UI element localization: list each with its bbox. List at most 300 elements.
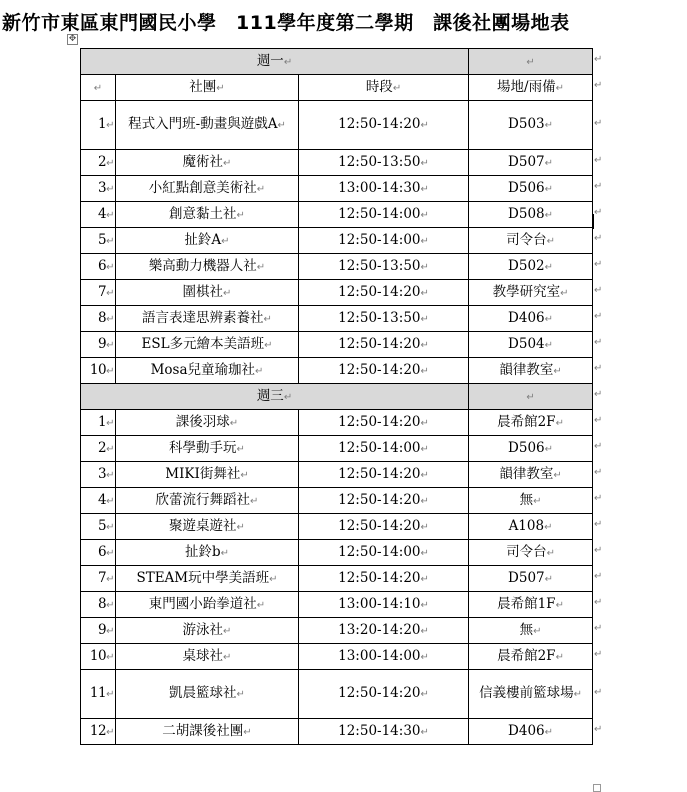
cell-end-mark-icon: ↵ (420, 495, 429, 507)
row-number-cell (81, 514, 116, 540)
club-name-cell (116, 618, 299, 644)
club-name-cell-text: STEAM玩中學美語班 (136, 569, 270, 586)
cell-end-mark-icon: ↵ (544, 183, 554, 195)
cell-end-mark-icon: ↵ (283, 56, 293, 68)
day-heading-cell-text: 週三 (256, 387, 284, 404)
row-number-cell-text: 3 (98, 179, 107, 196)
cell-end-mark-icon: ↵ (420, 547, 429, 559)
cell-end-mark-icon: ↵ (106, 183, 114, 195)
cell-end-mark-icon: ↵ (223, 157, 232, 169)
table-row (81, 488, 593, 514)
cell-end-mark-icon: ↵ (420, 689, 429, 700)
row-number-cell (81, 566, 116, 592)
table-row (81, 306, 593, 332)
day-section-row (81, 49, 593, 75)
row-number-cell-text: 4 (98, 205, 107, 222)
time-slot-cell-text: 12:50-14:20 (338, 283, 421, 300)
club-name-cell (116, 566, 299, 592)
table-row (81, 644, 593, 670)
cell-end-mark-icon: ↵ (420, 599, 429, 611)
row-number-cell-text: 12 (89, 722, 107, 739)
header-time-cell-text: 時段 (365, 78, 393, 95)
time-slot-cell-text: 12:50-14:20 (338, 491, 421, 508)
table-move-handle-icon[interactable]: ✥ (68, 34, 77, 44)
table-row (81, 332, 593, 358)
cell-end-mark-icon: ↵ (106, 120, 114, 131)
row-end-mark-icon: ↵ (594, 519, 603, 530)
venue-cell (469, 462, 593, 488)
venue-cell-text: 信義樓前籃球場 (479, 685, 574, 701)
venue-cell-text: A108 (508, 517, 545, 534)
club-name-cell (116, 101, 299, 150)
venue-cell (469, 358, 593, 384)
cell-end-mark-icon: ↵ (420, 209, 429, 221)
row-end-mark-icon: ↵ (594, 80, 603, 91)
row-number-cell (81, 358, 116, 384)
cell-end-mark-icon: ↵ (106, 689, 114, 700)
row-number-cell (81, 592, 116, 618)
row-number-cell-text: 7 (98, 569, 107, 586)
row-end-mark-icon: ↵ (594, 363, 603, 374)
time-slot-cell (299, 150, 469, 176)
time-slot-cell-text: 12:50-14:20 (338, 685, 421, 701)
cell-end-mark-icon: ↵ (106, 495, 114, 507)
club-name-cell (116, 436, 299, 462)
column-header-row (81, 75, 593, 101)
row-number-cell (81, 719, 116, 745)
cell-end-mark-icon: ↵ (544, 261, 554, 273)
row-number-cell-text: 8 (98, 595, 107, 612)
table-row (81, 566, 593, 592)
venue-cell (469, 176, 593, 202)
cell-end-mark-icon: ↵ (420, 651, 429, 663)
cell-end-mark-icon: ↵ (533, 495, 542, 507)
venue-cell (469, 488, 593, 514)
cell-end-mark-icon: ↵ (106, 625, 114, 637)
cell-end-mark-icon: ↵ (420, 235, 429, 247)
venue-cell-text: D507 (508, 569, 545, 586)
cell-end-mark-icon: ↵ (544, 726, 554, 738)
venue-cell (469, 101, 593, 150)
row-number-cell-text: 2 (98, 439, 107, 456)
venue-cell (469, 618, 593, 644)
cell-end-mark-icon: ↵ (555, 599, 564, 611)
venue-cell (469, 719, 593, 745)
club-name-cell (116, 644, 299, 670)
time-slot-cell (299, 719, 469, 745)
cell-end-mark-icon: ↵ (544, 209, 554, 221)
club-name-cell-text: 魔術社 (182, 153, 224, 170)
cell-end-mark-icon: ↵ (420, 469, 429, 481)
time-slot-cell (299, 228, 469, 254)
venue-cell (469, 436, 593, 462)
row-number-cell-text: 11 (89, 685, 107, 701)
time-slot-cell-text: 12:50-14:20 (338, 361, 421, 378)
club-venue-table (80, 48, 593, 745)
cell-end-mark-icon: ↵ (106, 287, 114, 299)
club-name-cell (116, 228, 299, 254)
venue-cell (469, 280, 593, 306)
venue-cell-text: 晨希館1F (497, 595, 556, 612)
cell-end-mark-icon: ↵ (544, 339, 554, 351)
row-number-cell-text: 9 (98, 621, 107, 638)
table-row (81, 254, 593, 280)
cell-end-mark-icon: ↵ (106, 651, 114, 663)
time-slot-cell-text: 12:50-14:00 (338, 205, 421, 222)
cell-end-mark-icon: ↵ (256, 261, 266, 273)
club-name-cell-text: Mosa兒童瑜珈社 (150, 361, 256, 378)
time-slot-cell (299, 436, 469, 462)
cell-end-mark-icon: ↵ (526, 391, 535, 403)
header-club-cell (116, 75, 299, 101)
cell-end-mark-icon: ↵ (420, 726, 429, 738)
club-name-cell (116, 410, 299, 436)
cell-end-mark-icon: ↵ (106, 261, 114, 273)
venue-cell-text: D506 (508, 439, 545, 456)
cell-end-mark-icon: ↵ (544, 120, 554, 131)
cell-end-mark-icon: ↵ (555, 417, 564, 429)
cell-end-mark-icon: ↵ (420, 157, 429, 169)
row-end-mark-icon: ↵ (594, 54, 603, 65)
time-slot-cell-text: 12:50-14:20 (338, 465, 421, 482)
row-number-cell-text: 6 (98, 543, 107, 560)
row-number-cell-text: 4 (98, 491, 107, 508)
cell-end-mark-icon: ↵ (555, 82, 564, 94)
venue-cell (469, 514, 593, 540)
time-slot-cell-text: 13:00-14:30 (338, 179, 421, 196)
table-row (81, 462, 593, 488)
cell-end-mark-icon: ↵ (106, 599, 114, 611)
club-name-cell (116, 488, 299, 514)
cell-end-mark-icon: ↵ (420, 521, 429, 533)
cell-end-mark-icon: ↵ (420, 625, 429, 637)
cell-end-mark-icon: ↵ (106, 469, 114, 481)
time-slot-cell-text: 12:50-14:00 (338, 231, 421, 248)
row-number-cell (81, 254, 116, 280)
row-number-cell-text: 10 (89, 361, 107, 378)
cell-end-mark-icon: ↵ (420, 120, 429, 131)
cell-end-mark-icon: ↵ (236, 521, 245, 533)
time-slot-cell (299, 101, 469, 150)
venue-cell (469, 150, 593, 176)
cell-end-mark-icon: ↵ (106, 365, 114, 377)
cell-end-mark-icon: ↵ (544, 443, 554, 455)
venue-cell (469, 254, 593, 280)
cell-end-mark-icon: ↵ (544, 313, 554, 325)
club-name-cell-text: 程式入門班-動畫與遊戲A (128, 116, 278, 132)
venue-cell (469, 566, 593, 592)
venue-cell-text: D503 (508, 116, 545, 132)
club-name-cell-text: 扯鈴A (184, 231, 222, 248)
cell-end-mark-icon: ↵ (106, 235, 114, 247)
day-heading-cell-text: 週一 (256, 52, 284, 69)
venue-cell (469, 306, 593, 332)
table-row (81, 670, 593, 719)
club-name-cell-text: MIKI街舞社 (165, 465, 241, 482)
club-name-cell (116, 514, 299, 540)
time-slot-cell-text: 13:20-14:20 (338, 621, 421, 638)
venue-cell-text: 韻律教室 (499, 465, 554, 482)
cell-end-mark-icon: ↵ (526, 56, 535, 68)
club-name-cell-text: 科學動手玩 (169, 439, 237, 456)
venue-cell-text: D506 (508, 179, 545, 196)
cell-end-mark-icon: ↵ (553, 365, 562, 377)
header-club-cell-text: 社團 (189, 78, 217, 95)
document-title: 新竹市東區東門國民小學 111學年度第二學期 課後社團場地表 (2, 12, 570, 34)
club-name-cell-text: 凱晨籃球社 (169, 685, 237, 701)
time-slot-cell (299, 306, 469, 332)
row-number-cell (81, 280, 116, 306)
cell-end-mark-icon: ↵ (256, 183, 266, 195)
cell-end-mark-icon: ↵ (236, 209, 245, 221)
row-number-cell-text: 1 (98, 116, 107, 132)
row-end-mark-icon: ↵ (594, 724, 603, 735)
cell-end-mark-icon: ↵ (216, 82, 225, 94)
table-row (81, 540, 593, 566)
cell-end-mark-icon: ↵ (93, 82, 103, 94)
club-name-cell (116, 150, 299, 176)
club-name-cell-text: 欣蕾流行舞蹈社 (155, 491, 251, 508)
club-name-cell (116, 540, 299, 566)
row-end-mark-icon: ↵ (594, 597, 603, 608)
table-row (81, 358, 593, 384)
cell-end-mark-icon: ↵ (546, 235, 555, 247)
venue-cell (469, 644, 593, 670)
row-number-cell-text: 5 (98, 231, 107, 248)
cell-end-mark-icon: ↵ (243, 726, 252, 738)
cell-end-mark-icon: ↵ (533, 625, 542, 637)
time-slot-cell (299, 176, 469, 202)
cell-end-mark-icon: ↵ (236, 689, 245, 700)
cell-end-mark-icon: ↵ (392, 82, 402, 94)
venue-cell (469, 410, 593, 436)
row-end-mark-icon: ↵ (594, 545, 603, 556)
club-name-cell (116, 332, 299, 358)
cell-end-mark-icon: ↵ (106, 339, 114, 351)
time-slot-cell-text: 12:50-13:50 (338, 257, 421, 274)
cell-end-mark-icon: ↵ (236, 443, 245, 455)
table-row (81, 592, 593, 618)
club-name-cell-text: 語言表達思辨素養社 (142, 309, 264, 326)
row-end-mark-icon: ↵ (594, 493, 603, 504)
club-name-cell-text: 二胡課後社團 (162, 722, 244, 739)
club-name-cell-text: 東門國小跆拳道社 (148, 595, 257, 612)
cell-end-mark-icon: ↵ (106, 726, 114, 738)
time-slot-cell (299, 410, 469, 436)
day-section-row (81, 384, 593, 410)
row-number-cell-text: 1 (98, 413, 107, 430)
time-slot-cell-text: 12:50-14:20 (338, 335, 421, 352)
club-name-cell (116, 306, 299, 332)
row-end-mark-icon: ↵ (594, 181, 603, 192)
row-number-cell-text: 10 (89, 647, 107, 664)
club-name-cell-text: 樂高動力機器人社 (148, 257, 257, 274)
row-number-cell-text: 3 (98, 465, 107, 482)
table-resize-handle[interactable] (593, 784, 601, 792)
time-slot-cell (299, 332, 469, 358)
club-name-cell-text: 小紅點創意美術社 (148, 179, 257, 196)
club-name-cell (116, 670, 299, 719)
club-name-cell (116, 280, 299, 306)
time-slot-cell (299, 488, 469, 514)
cell-end-mark-icon: ↵ (555, 651, 564, 663)
cell-end-mark-icon: ↵ (220, 547, 230, 559)
venue-cell-text: 司令台 (506, 231, 547, 248)
header-venue-cell-text: 場地/雨備 (497, 78, 556, 95)
venue-cell-text: D502 (508, 257, 545, 274)
club-name-cell (116, 719, 299, 745)
table-row (81, 719, 593, 745)
table-row (81, 410, 593, 436)
row-end-mark-icon: ↵ (594, 623, 603, 634)
time-slot-cell-text: 12:50-14:20 (338, 569, 421, 586)
time-slot-cell-text: 12:50-14:20 (338, 517, 421, 534)
venue-cell (469, 670, 593, 719)
table-row (81, 176, 593, 202)
row-number-cell (81, 176, 116, 202)
row-end-mark-icon: ↵ (594, 311, 603, 322)
venue-cell (469, 540, 593, 566)
time-slot-cell (299, 618, 469, 644)
time-slot-cell (299, 670, 469, 719)
row-end-mark-icon: ↵ (594, 686, 603, 698)
header-time-cell (299, 75, 469, 101)
cell-end-mark-icon: ↵ (420, 417, 429, 429)
cell-end-mark-icon: ↵ (223, 625, 232, 637)
club-name-cell (116, 254, 299, 280)
club-name-cell (116, 462, 299, 488)
row-number-cell-text: 2 (98, 153, 107, 170)
venue-cell-text: 無 (519, 491, 534, 508)
time-slot-cell (299, 644, 469, 670)
cell-end-mark-icon: ↵ (240, 469, 249, 481)
venue-cell-text: 教學研究室 (492, 283, 561, 300)
venue-cell-text: 晨希館2F (497, 647, 556, 664)
day-heading-blank-cell (469, 384, 593, 410)
row-number-cell (81, 462, 116, 488)
row-number-cell-text: 5 (98, 517, 107, 534)
row-end-mark-icon: ↵ (594, 259, 603, 270)
row-number-cell (81, 150, 116, 176)
row-number-cell-text: 9 (98, 335, 107, 352)
cell-end-mark-icon: ↵ (573, 689, 582, 700)
cell-end-mark-icon: ↵ (106, 573, 114, 585)
cell-end-mark-icon: ↵ (255, 365, 264, 377)
table-row (81, 436, 593, 462)
table-row (81, 618, 593, 644)
venue-cell-text: 司令台 (506, 543, 547, 560)
day-heading-cell (81, 384, 469, 410)
venue-cell-text: 韻律教室 (499, 361, 554, 378)
club-name-cell-text: 課後羽球 (175, 413, 230, 430)
cell-end-mark-icon: ↵ (544, 521, 553, 533)
venue-cell-text: 晨希館2F (497, 413, 556, 430)
row-number-cell-text: 7 (98, 283, 107, 300)
club-name-cell-text: 桌球社 (182, 647, 224, 664)
cell-end-mark-icon: ↵ (106, 157, 114, 169)
row-number-cell (81, 228, 116, 254)
venue-cell-text: D406 (508, 722, 545, 739)
cell-end-mark-icon: ↵ (250, 495, 259, 507)
header-num-cell (81, 75, 116, 101)
venue-cell-text: D508 (508, 205, 545, 222)
cell-end-mark-icon: ↵ (420, 261, 429, 273)
club-name-cell (116, 202, 299, 228)
cell-end-mark-icon: ↵ (263, 313, 272, 325)
time-slot-cell (299, 592, 469, 618)
time-slot-cell (299, 254, 469, 280)
row-number-cell-text: 8 (98, 309, 107, 326)
row-end-mark-icon: ↵ (594, 117, 603, 129)
cell-end-mark-icon: ↵ (283, 391, 293, 403)
cell-end-mark-icon: ↵ (420, 313, 429, 325)
time-slot-cell-text: 12:50-13:50 (338, 309, 421, 326)
row-number-cell (81, 488, 116, 514)
cell-end-mark-icon: ↵ (420, 287, 429, 299)
club-name-cell-text: ESL多元繪本美語班 (141, 335, 265, 352)
time-slot-cell (299, 566, 469, 592)
venue-cell-text: D507 (508, 153, 545, 170)
time-slot-cell-text: 12:50-14:00 (338, 543, 421, 560)
table-row (81, 514, 593, 540)
row-number-cell (81, 202, 116, 228)
time-slot-cell-text: 12:50-14:20 (338, 413, 421, 430)
cell-end-mark-icon: ↵ (106, 313, 114, 325)
table-row (81, 150, 593, 176)
header-venue-cell (469, 75, 593, 101)
cell-end-mark-icon: ↵ (546, 547, 555, 559)
time-slot-cell (299, 540, 469, 566)
row-end-mark-icon: ↵ (594, 441, 603, 452)
venue-cell (469, 332, 593, 358)
time-slot-cell-text: 12:50-13:50 (338, 153, 421, 170)
cell-end-mark-icon: ↵ (264, 339, 273, 351)
row-end-mark-icon: ↵ (594, 649, 603, 660)
table-row (81, 228, 593, 254)
time-slot-cell-text: 12:50-14:20 (338, 116, 421, 132)
time-slot-cell (299, 280, 469, 306)
cell-end-mark-icon: ↵ (420, 443, 429, 455)
venue-cell-text: D406 (508, 309, 545, 326)
cell-end-mark-icon: ↵ (223, 287, 232, 299)
time-slot-cell (299, 202, 469, 228)
day-heading-cell (81, 49, 469, 75)
club-name-cell-text: 游泳社 (182, 621, 224, 638)
time-slot-cell (299, 514, 469, 540)
club-name-cell-text: 圍棋社 (182, 283, 224, 300)
club-name-cell (116, 592, 299, 618)
row-number-cell (81, 644, 116, 670)
club-name-cell-text: 創意黏土社 (169, 205, 237, 222)
time-slot-cell (299, 462, 469, 488)
venue-cell-text: 無 (519, 621, 534, 638)
cell-end-mark-icon: ↵ (106, 521, 114, 533)
venue-cell (469, 228, 593, 254)
cell-end-mark-icon: ↵ (106, 443, 114, 455)
cell-end-mark-icon: ↵ (229, 417, 239, 429)
cell-end-mark-icon: ↵ (420, 339, 429, 351)
row-end-mark-icon: ↵ (594, 155, 603, 166)
table-row (81, 202, 593, 228)
cell-end-mark-icon: ↵ (106, 547, 114, 559)
row-end-mark-icon: ↵ (594, 415, 603, 426)
cell-end-mark-icon: ↵ (221, 235, 230, 247)
cell-end-mark-icon: ↵ (544, 157, 554, 169)
row-number-cell (81, 540, 116, 566)
day-heading-blank-cell (469, 49, 593, 75)
cell-end-mark-icon: ↵ (269, 573, 278, 585)
time-slot-cell-text: 12:50-14:30 (338, 722, 421, 739)
